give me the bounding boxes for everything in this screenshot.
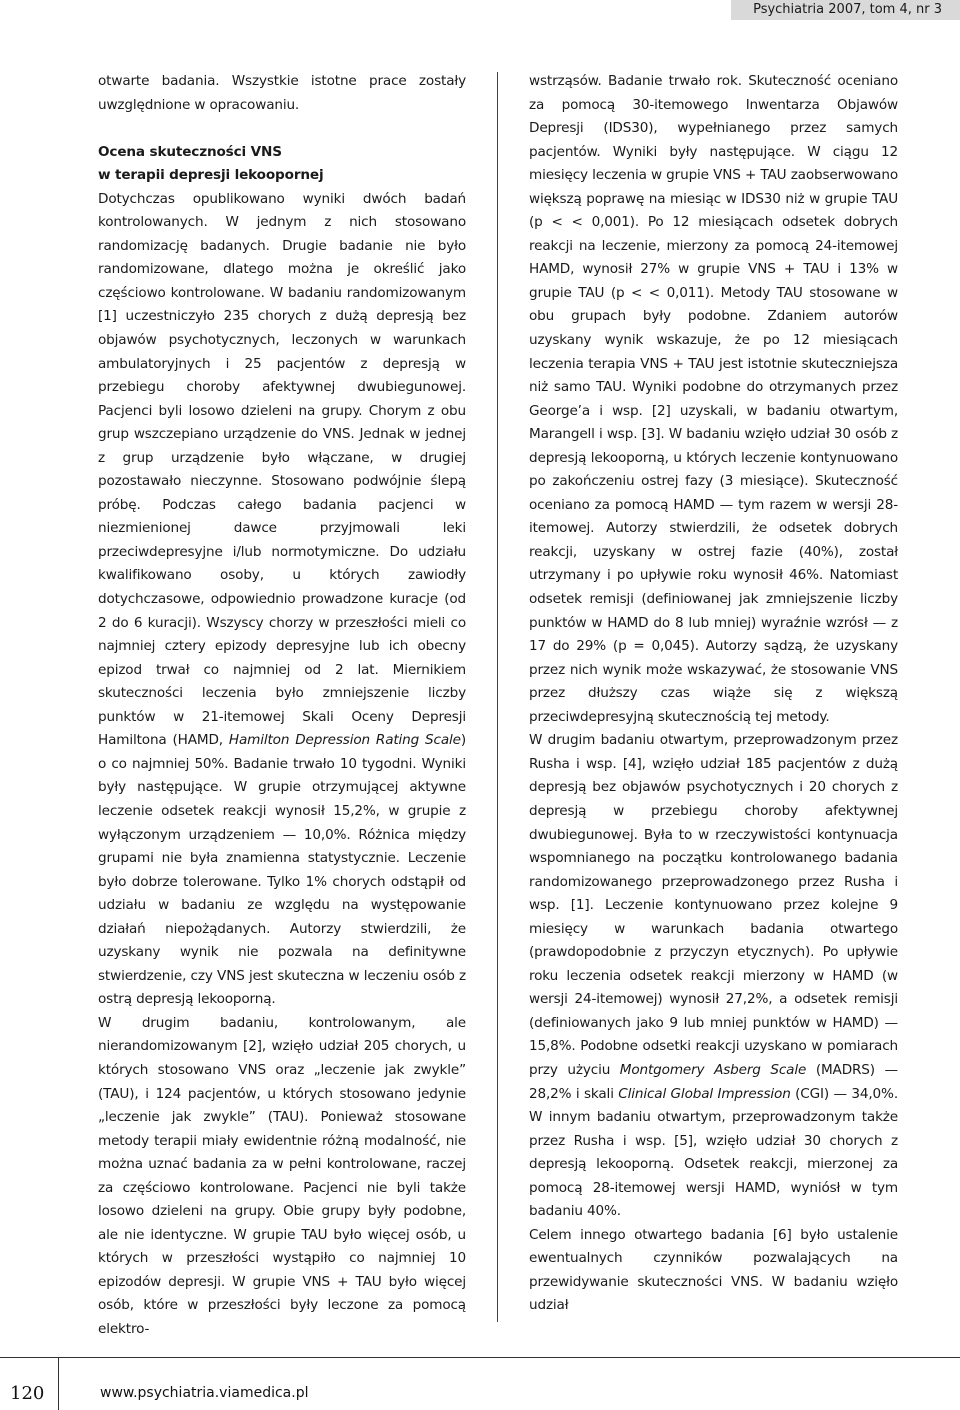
running-header: Psychiatria 2007, tom 4, nr 3	[731, 0, 960, 20]
paragraph-nonrandomized-study: W drugim badaniu, kontrolowanym, ale nierandomizowanym [2], wzięło udział 205 chorych, u których stosowano VNS oraz „leczenie jak zwykle” (TAU), i 124 pacjentów, u których stosowano jedynie „leczenie jak zwykle” (TAU). Ponieważ stosowane metody terapii miały ewidentnie różną modalność, nie można uznać badania za w pełni kontrolowane, raczej za częściowo kontrolowane. Pacjenci nie byli także losowo dzieleni na grupy. Obie grupy były podobne, ale nie identyczne. W grupie TAU było więcej osób, u których w przeszłości wystąpiło co najmniej 10 epizodów depresji. W grupie VNS + TAU było więcej osób, które w przeszłości były leczone za pomocą elektro-	[98, 1014, 466, 1337]
text-run: W drugim badaniu otwartym, przeprowadzonym przez Rusha i wsp. [4], wzięło udział 185 pacjentów z dużą depresją bez objawów psychotycznych i 20 chorych z depresją w przebiegu choroby afektywnej dwubiegunowej. Była to w rzeczywistości kontynuacja wspomnianego na początku kontrolowanego badania randomizowanego przeprowadzonego przez Rusha i wsp. [1]. Leczenie kontynuowano przez kolejne 9 miesięcy w warunkach badania otwartego (prawdopodobnie z przyczyn etycznych). Po upływie roku leczenia odsetek reakcji mierzony w HAMD (w wersji 24-itemowej) wynosił 27,2%, a odsetek remisji (definiowanych jako 9 lub mniej punktów w HAMD) — 15,8%. Podobne odsetki reakcji uzyskano w pomiarach przy użyciu	[529, 732, 898, 1078]
column-divider	[497, 72, 498, 1322]
text-run: ) o co najmniej 50%. Badanie trwało 10 tygodni. Wyniki były następujące. W grupie otrzymującej aktywne leczenie odsetek reakcji wynosił 15,2%, w grupie z wyłączonym urządzeniem — 10,0%. Różnica między grupami nie była znamienna statystycznie. Leczenie było dobrze tolerowane. Tylko 1% chorych odstąpił od udziału w badaniu ze względu na występowanie działań niepożądanych. Autorzy stwierdzili, że uzyskany wynik nie pozwala na definitywne stwierdzenie, czy VNS jest skuteczna w leczeniu osób z ostrą depresją lekooporną.	[98, 732, 467, 1008]
right-column	[529, 70, 898, 1318]
text-run: (CGI) — 34,0%. W innym badaniu otwartym, przeprowadzonym także przez Rusha i wsp. [5], wzięło udział 30 chorych z depresją lekooporną. Odsetek reakcji, mierzonej za pomocą 28-itemowej wersji HAMD, wyniósł w tym badaniu 40%.	[529, 1085, 898, 1220]
text-run: Dotychczas opublikowano wyniki dwóch badań kontrolowanych. W jednym z nich stosowano randomizację badanych. Drugie badanie nie było randomizowane, dlatego można je określić jako częściowo kontrolowane. W badaniu randomizowanym [1] uczestniczyło 235 chorych z dużą depresją bez objawów psychotycznych, leczonych w warunkach ambulatoryjnych i 25 pacjentów z depresją w przebiegu choroby afektywnej dwubiegunowej. Pacjenci byli losowo dzieleni na grupy. Chorym z obu grup wszczepiano urządzenie do VNS. Jednak w jednej z grup urządzenie było włączane, w drugiej pozostawało nieczynne. Stosowano podwójnie ślepą próbę. Podczas całego badania pacjenci w niezmienionej dawce przyjmowali leki przeciwdepresyjne i/lub normotymiczne. Do udziału kwalifikowano osoby, u których zawiodły dotychczasowe, odpowiednio prowadzone kuracje (od 2 do 6 kuracji). Wszyscy chorzy w przeszłości mieli co najmniej cztery epizody depresyjne lub ich obecny epizod trwał co najmniej od 2 lat. Miernikiem skuteczności leczenia było zmniejszenie liczby punktów w 21-itemowej Skali Oceny Depresji Hamiltona (HAMD,	[98, 190, 466, 749]
scale-name-italic: Montgomery Asberg Scale	[619, 1061, 807, 1078]
section-heading-line-2: w terapii depresji lekoopornej	[98, 167, 324, 184]
footer-url: www.psychiatria.viamedica.pl	[100, 1385, 309, 1401]
paragraph-open-study	[529, 729, 898, 1223]
scale-name-italic: Clinical Global Impression	[618, 1085, 791, 1102]
paragraph-gap	[98, 117, 466, 141]
footer-rule	[0, 1357, 960, 1358]
section-heading	[98, 141, 466, 188]
paragraph-predictors-study: Celem innego otwartego badania [6] było ustalenie ewentualnych czynników pozwalających na przewidywanie skuteczności VNS. W badaniu wzięło udział	[529, 1226, 898, 1314]
scale-name-italic: Hamilton Depression Rating Scale	[228, 732, 461, 749]
page-number: 120	[10, 1383, 45, 1404]
left-column	[98, 70, 466, 1342]
text-run: (MADRS) — 28,2% i skali	[529, 1061, 898, 1102]
section-heading-line-1: Ocena skuteczności VNS	[98, 143, 282, 160]
paragraph-randomized-study	[98, 188, 466, 1012]
paragraph-ids30-results: wstrząsów. Badanie trwało rok. Skuteczność oceniano za pomocą 30-itemowego Inwentarza Objawów Depresji (IDS30), wypełnianego przez samych pacjentów. Wyniki były następujące. W ciągu 12 miesięcy leczenia w grupie VNS + TAU zaobserwowano większą poprawę na miesiąc w IDS30 niż w grupie TAU (p < < 0,001). Po 12 miesiącach odsetek dobrych reakcji na leczenie, mierzony za pomocą 24-itemowej HAMD, wynosił 27% w grupie VNS + TAU i 13% w grupie TAU (p < < 0,011). Metody TAU stosowane w obu grupach były podobne. Zdaniem autorów uzyskany wynik wskazuje, że po 12 miesiącach leczenia terapia VNS + TAU jest istotnie skuteczniejsza niż samo TAU. Wyniki podobne do otrzymanych przez George’a i wsp. [2] uzyskali, w badaniu otwartym, Marangell i wsp. [3]. W badaniu wzięło udział 30 osób z depresją lekooporną, u których leczenie kontynuowano po zakończeniu ostrej fazy (3 miesiące). Skuteczność oceniano za pomocą HAMD — tym razem w wersji 28-itemowej. Autorzy stwierdzili, że odsetek dobrych reakcji, uzyskany w ostrej fazie (40%), został utrzymany i po upływie roku wynosił 46%. Natomiast odsetek remisji (definiowanej jak zmniejszenie liczby punktów w HAMD do 8 lub mniej) wyraźnie wzrósł — z 17 do 29% (p = 0,045). Autorzy sądzą, że uzyskany przez nich wynik może wskazywać, że stosowanie VNS przez dłuższy czas wiąże się z większą przeciwdepresyjną skutecznością tej metody.	[529, 73, 898, 725]
paragraph-intro: otwarte badania. Wszystkie istotne prace zostały uwzględnione w opracowaniu.	[98, 73, 466, 113]
footer-separator	[58, 1357, 59, 1410]
